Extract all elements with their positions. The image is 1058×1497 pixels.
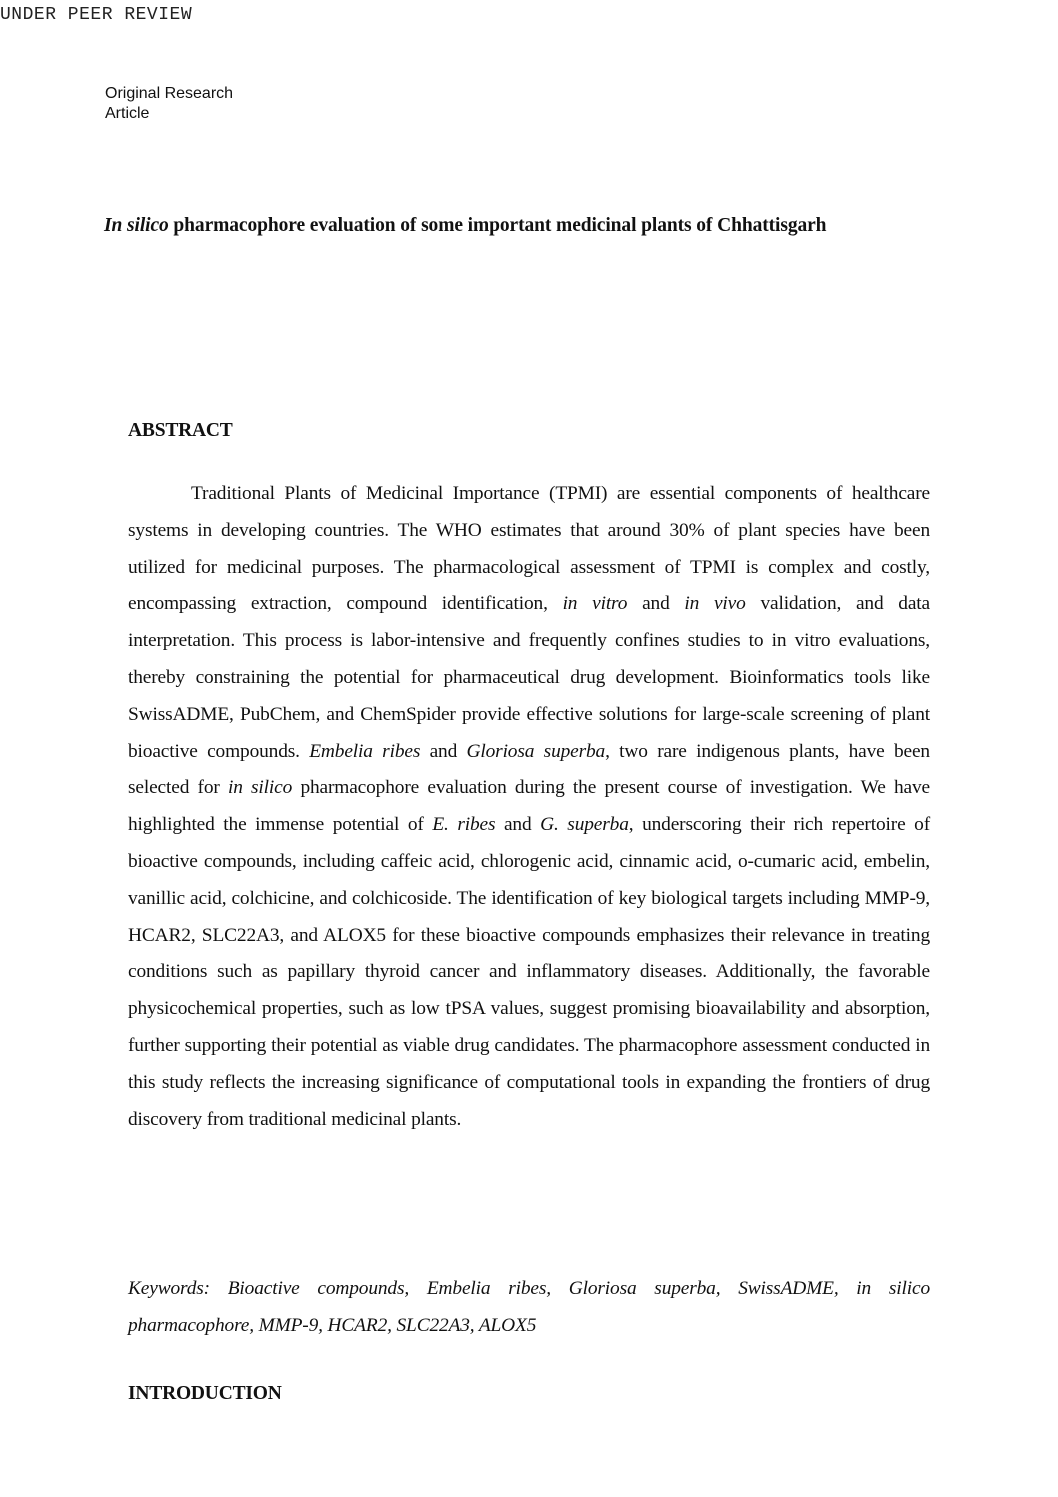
abstract-text-run: Traditional Plants of Medicinal Importance (TPMI) are essential components of healthcare systems in developing countries. The WHO estimates that around 30% of plant species have been utilized for medicinal purposes. The pharmacological assessment of TPMI is complex and costly, encompassing extraction, compound identification, xyxy=(128,483,930,615)
abstract-text-run: and xyxy=(495,814,541,836)
article-type-line-1: Original Research xyxy=(105,85,234,102)
abstract-text-run: pharmacophore evaluation during the present course of investigation. We have highlighted the immense potential of xyxy=(128,777,930,836)
abstract-heading: ABSTRACT xyxy=(128,420,233,441)
abstract-italic-term: Embelia ribes xyxy=(309,740,421,762)
abstract-text-run: validation, and data interpretation. This process is labor-intensive and frequently confines studies to in vitro evaluations, thereby constraining the potential for pharmaceutical drug development. Bioinformatics tools like SwissADME, PubChem, and ChemSpider provide effective solutions for large-scale screening of plant bioactive compounds. xyxy=(128,593,931,762)
peer-review-banner: UNDER PEER REVIEW xyxy=(0,5,193,25)
title-rest: pharmacophore evaluation of some important medicinal plants of Chhattisgarh xyxy=(168,215,827,236)
abstract-italic-term: in silico xyxy=(227,777,293,799)
abstract-italic-term: in vivo xyxy=(684,593,746,615)
abstract-italic-term: in vitro xyxy=(562,593,628,615)
abstract-text-run: , two rare indigenous plants, have been selected for xyxy=(128,740,930,799)
abstract-text-run: , underscoring their rich repertoire of bioactive compounds, including caffeic acid, chlorogenic acid, cinnamic acid, o-cumaric acid, embelin, vanillic acid, colchicine, and colchicoside. The identification of key biological targets including MMP-9, HCAR2, SLC22A3, and ALOX5 for these bioactive compounds emphasizes their relevance in treating conditions such as papillary thyroid cancer and inflammatory diseases. Additionally, the favorable physicochemical properties, such as low tPSA values, suggest promising bioavailability and absorption, further supporting their potential as viable drug candidates. The pharmacophore assessment conducted in this study reflects the increasing significance of computational tools in expanding the frontiers of drug discovery from traditional medicinal plants. xyxy=(128,814,930,1130)
article-type-line-2: Article xyxy=(105,105,150,122)
title-italic-prefix: In silico xyxy=(104,215,169,236)
abstract-body xyxy=(128,476,930,1138)
keywords-paragraph: Keywords: Bioactive compounds, Embelia ribes, Gloriosa superba, SwissADME, in silico pharmacophore, MMP-9, HCAR2, SLC22A3, ALOX5 xyxy=(128,1278,930,1336)
abstract-italic-term: E. ribes xyxy=(432,814,496,836)
abstract-italic-term: G. superba xyxy=(540,814,629,836)
abstract-italic-term: Gloriosa superba xyxy=(466,740,606,762)
introduction-heading: INTRODUCTION xyxy=(128,1383,282,1404)
article-type-label xyxy=(105,84,233,124)
paper-title xyxy=(104,214,1004,238)
abstract-text-run: and xyxy=(420,740,467,762)
abstract-text-run: and xyxy=(627,593,685,615)
